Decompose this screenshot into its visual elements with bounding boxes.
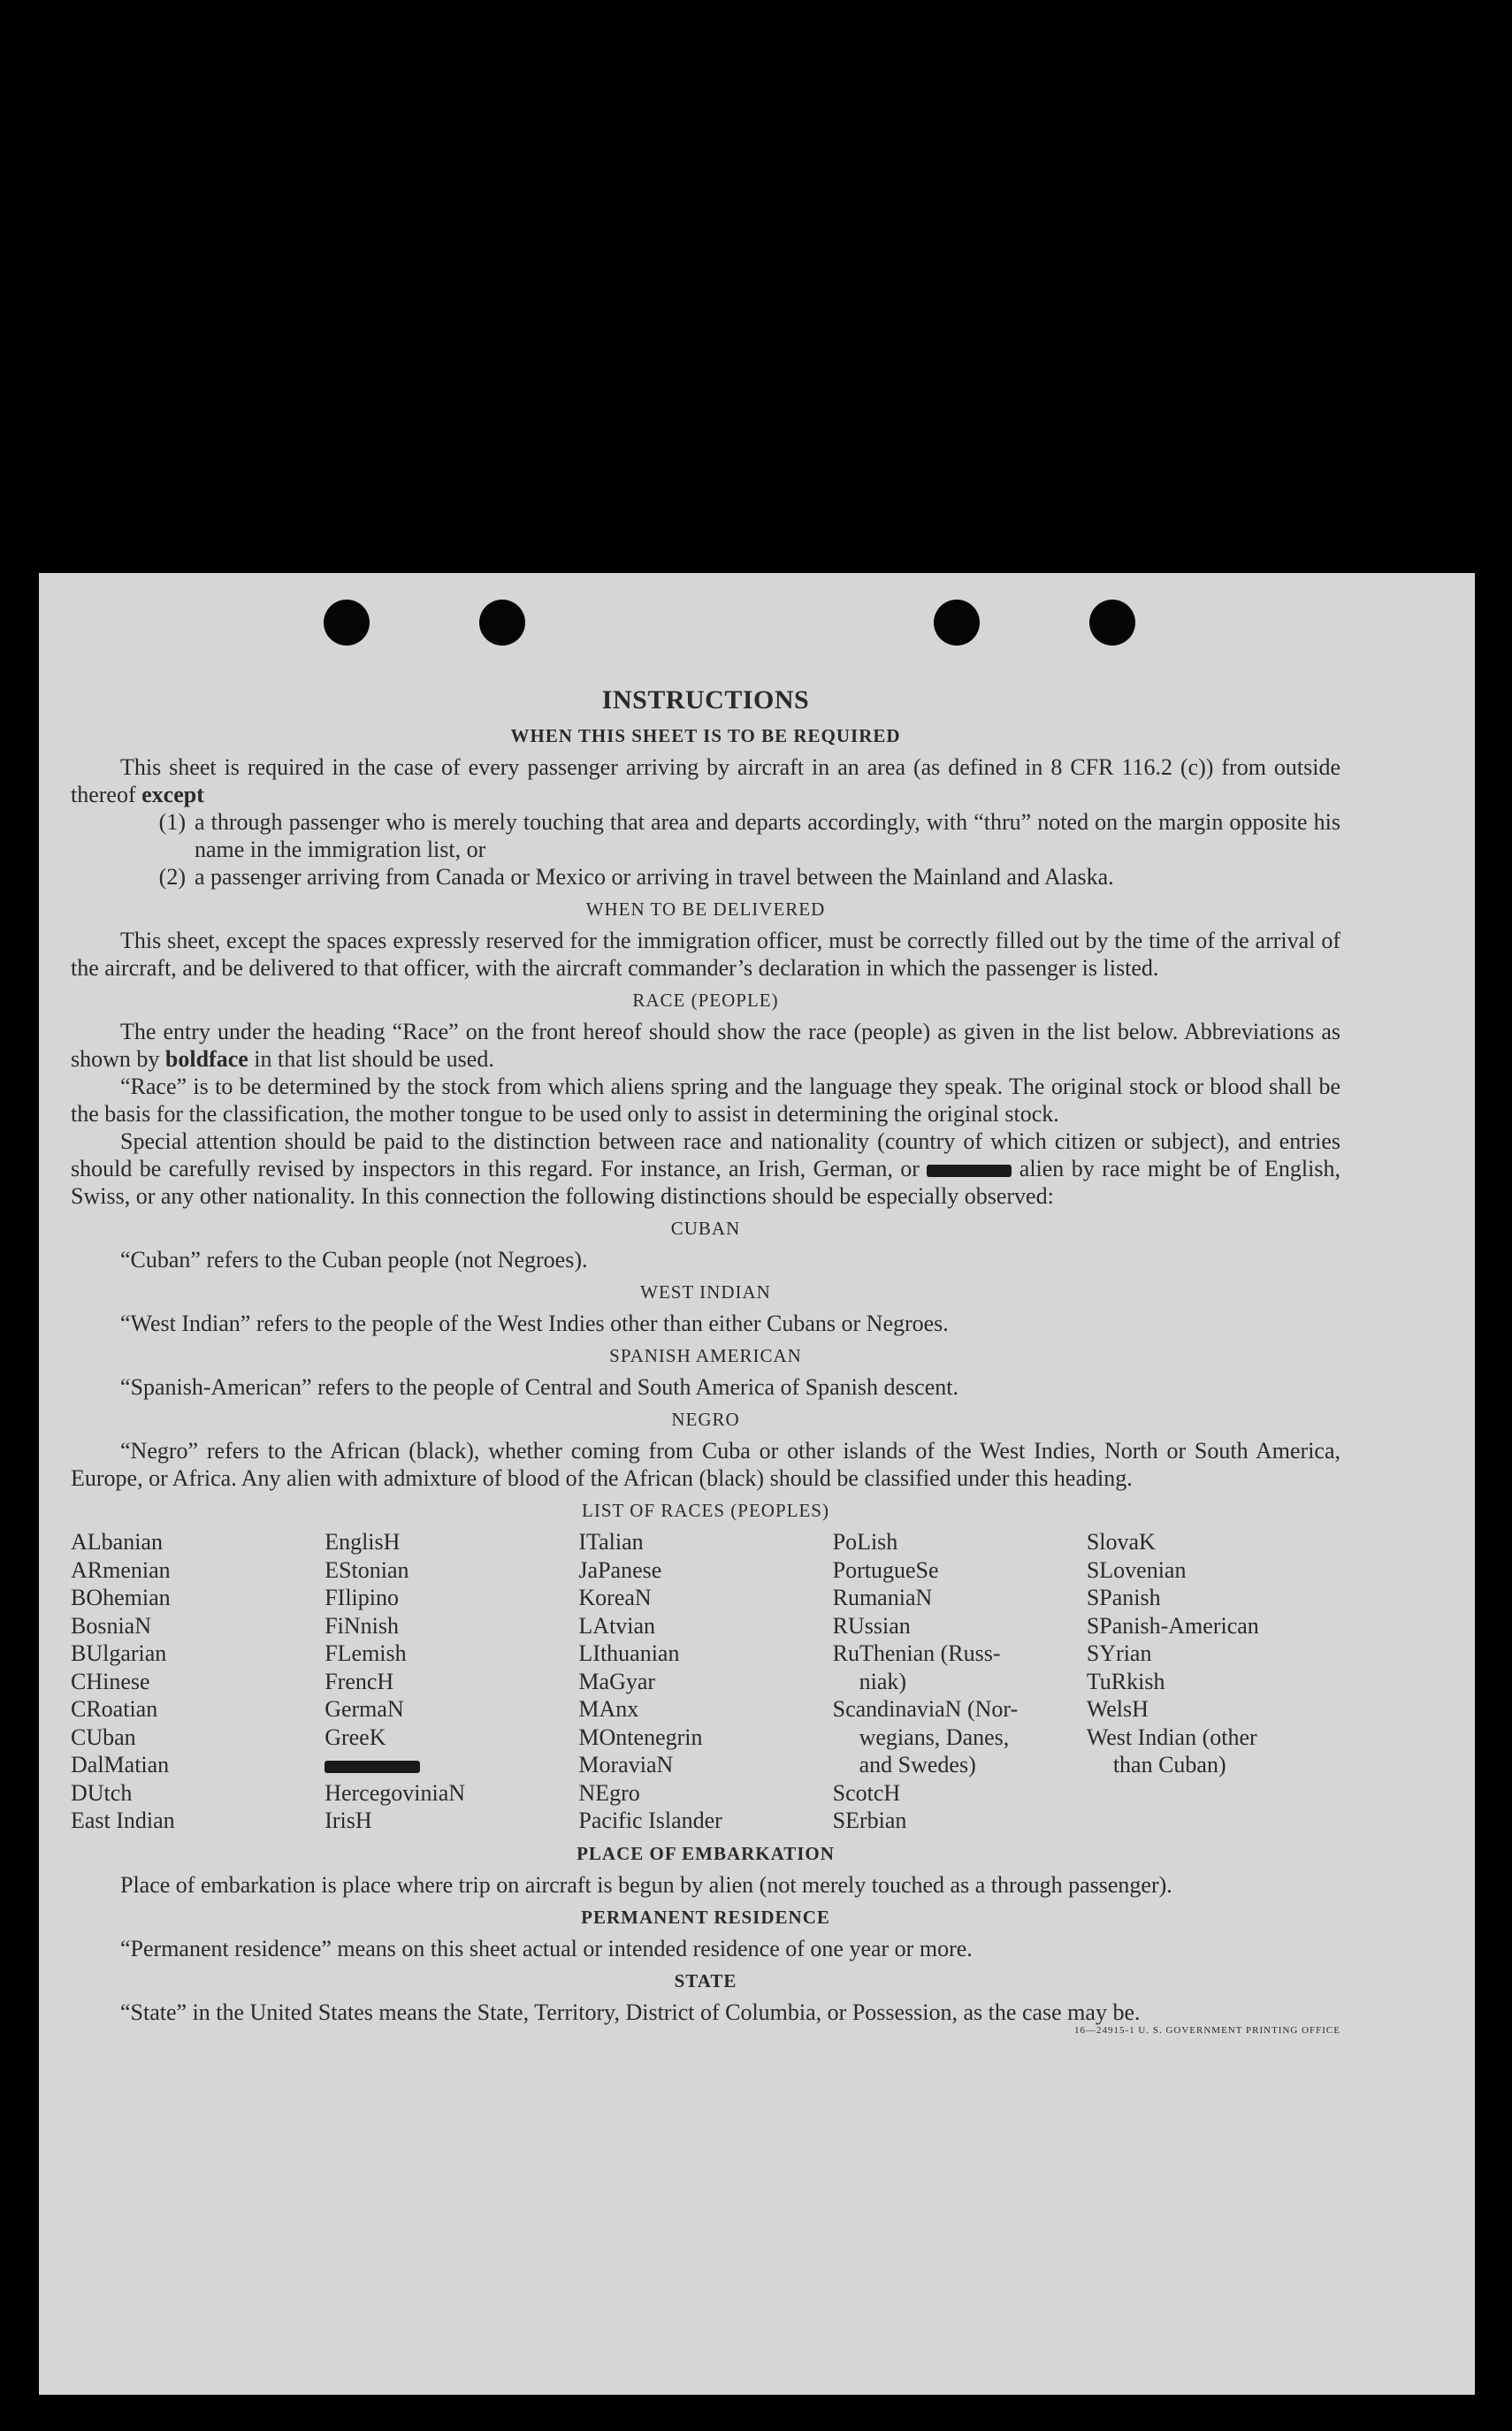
race-item: SPanish-American [1086, 1612, 1259, 1639]
race-item: LIthuanian [578, 1640, 680, 1666]
race-item: DUtch [71, 1779, 133, 1806]
race-item: SPanish [1086, 1585, 1161, 1610]
race-item: JaPanese [578, 1556, 662, 1583]
redaction-mark [927, 1165, 1012, 1177]
race-item: RuThenian (Russ- [832, 1640, 1001, 1666]
paragraph: “West Indian” refers to the people of the West Indies other than either Cubans or Negroes. [120, 1311, 949, 1336]
race-item: KoreaN [578, 1585, 652, 1610]
race-item-continued: and Swedes) [859, 1752, 976, 1777]
race-item: EStonian [325, 1556, 409, 1583]
race-item: MaGyar [578, 1668, 656, 1694]
race-item: BUlgarian [71, 1640, 167, 1666]
race-item: PoLish [832, 1529, 898, 1555]
race-item: IrisH [325, 1808, 372, 1833]
race-item: MAnx [578, 1696, 639, 1722]
item-text: a through passenger who is merely touching that area and departs accordingly, with “thru” noted on the margin opposite his name in the immigration list, or [195, 809, 1340, 862]
race-item-continued: wegians, Danes, [859, 1724, 1010, 1750]
race-item: PortugueSe [832, 1556, 939, 1583]
race-item: CUban [71, 1724, 136, 1750]
item-number: (2) [158, 864, 186, 890]
page-title: INSTRUCTIONS [601, 685, 810, 715]
punch-hole [479, 600, 525, 646]
race-item: GermaN [325, 1696, 404, 1722]
section-heading: WHEN TO BE DELIVERED [585, 898, 826, 920]
race-item: East Indian [71, 1808, 175, 1833]
sheet-content [71, 686, 1340, 2045]
section-heading: WHEN THIS SHEET IS TO BE REQUIRED [510, 725, 901, 746]
section-heading: PLACE OF EMBARKATION [577, 1842, 835, 1864]
race-item: BOhemian [71, 1585, 171, 1610]
text: This sheet is required in the case of every passenger arriving by aircraft in an area (as defined in 8 CFR 116.2 (c)) from outside thereof [71, 754, 1340, 807]
race-item: West Indian (other [1086, 1724, 1257, 1750]
race-item: MoraviaN [578, 1752, 674, 1777]
paragraph [71, 1018, 1340, 1073]
paragraph: “Permanent residence” means on this sheet actual or intended residence of one year or more. [120, 1935, 973, 1961]
race-item: NEgro [578, 1779, 640, 1806]
punch-hole [324, 600, 370, 646]
section-heading: SPANISH AMERICAN [609, 1345, 802, 1366]
print-code: 16—24915-1 U. S. GOVERNMENT PRINTING OFFICE [1073, 2024, 1340, 2036]
list-item [71, 863, 1340, 891]
race-column [325, 1528, 578, 1835]
race-item: FrencH [325, 1668, 394, 1694]
race-item: ScandinaviaN (Nor- [832, 1696, 1019, 1722]
race-column [1087, 1528, 1340, 1835]
race-item: WelsH [1086, 1696, 1149, 1722]
race-item: TuRkish [1086, 1668, 1165, 1694]
race-item: GreeK [325, 1724, 386, 1750]
race-item: ITalian [578, 1529, 644, 1555]
race-item: SYrian [1086, 1640, 1152, 1666]
punch-hole [1089, 600, 1135, 646]
race-item-redacted [325, 1751, 578, 1779]
race-column [833, 1528, 1087, 1835]
section-heading: LIST OF RACES (PEOPLES) [582, 1500, 829, 1521]
race-item: MOntenegrin [578, 1724, 703, 1750]
list-item [71, 808, 1340, 863]
paragraph: “Cuban” refers to the Cuban people (not Negroes). [120, 1247, 588, 1273]
race-item: SErbian [832, 1808, 907, 1833]
text: The entry under the heading “Race” on the front hereof should show the race (people) as given in the list below. Abbreviations as shown by [71, 1019, 1340, 1072]
instruction-sheet [39, 573, 1475, 2395]
race-item: BosniaN [71, 1612, 151, 1639]
race-item: SlovaK [1086, 1529, 1156, 1555]
race-item: HercegoviniaN [325, 1779, 466, 1806]
race-list [71, 1528, 1340, 1835]
section-heading: CUBAN [670, 1218, 741, 1239]
paragraph: “Race” is to be determined by the stock from which aliens spring and the language they speak. The original stock or blood shall be the basis for the classification, the mother tongue to be used only to assist in determining the original stock. [71, 1074, 1340, 1127]
paragraph: “Negro” refers to the African (black), whether coming from Cuba or other islands of the West Indies, North or South America, Europe, or Africa. Any alien with admixture of blood of the African (black) should be classified under this heading. [71, 1438, 1340, 1491]
race-item-continued: niak) [859, 1668, 907, 1694]
paragraph: This sheet, except the spaces expressly reserved for the immigration officer, must be correctly filled out by the time of the arrival of the aircraft, and be delivered to that officer, with the aircraft commander’s declaration in which the passenger is listed. [71, 928, 1340, 981]
race-item: DalMatian [71, 1752, 170, 1777]
race-item: ALbanian [71, 1529, 163, 1555]
paragraph: Place of embarkation is place where trip on aircraft is begun by alien (not merely touched as a through passenger). [120, 1871, 1172, 1898]
race-column [71, 1528, 325, 1835]
section-heading: WEST INDIAN [640, 1281, 771, 1303]
paragraph [71, 1128, 1340, 1210]
item-number: (1) [158, 809, 186, 835]
punch-hole [934, 600, 980, 646]
section-heading: NEGRO [671, 1409, 740, 1430]
item-text: a passenger arriving from Canada or Mexico or arriving in travel between the Mainland and Alaska. [195, 864, 1114, 890]
race-item: RumaniaN [832, 1585, 933, 1610]
paragraph [71, 753, 1340, 808]
race-column [578, 1528, 832, 1835]
bold-text: boldface [164, 1046, 248, 1072]
race-item: ScotcH [832, 1779, 901, 1806]
race-item: CRoatian [71, 1696, 158, 1722]
text: in that list should be used. [248, 1046, 494, 1072]
race-item: SLovenian [1086, 1556, 1187, 1583]
section-heading: PERMANENT RESIDENCE [581, 1906, 830, 1928]
race-item: LAtvian [578, 1612, 656, 1639]
text: alien by race might be of English, Swiss, or any other nationality. In this connection the following distinctions should be especially observed: [71, 1156, 1340, 1209]
redaction-mark [325, 1761, 420, 1773]
race-item: CHinese [71, 1668, 150, 1694]
race-item-continued: than Cuban) [1112, 1752, 1226, 1777]
race-item: FLemish [325, 1640, 407, 1666]
text: Special attention should be paid to the distinction between race and nationality (country of which citizen or subject), and entries should be carefully revised by inspectors in this regard. For instance, an Irish, German, or [71, 1128, 1340, 1181]
race-item: FIlipino [325, 1585, 399, 1610]
race-item: ARmenian [71, 1556, 171, 1583]
section-heading: RACE (PEOPLE) [632, 990, 779, 1011]
paragraph: “Spanish-American” refers to the people of Central and South America of Spanish descent. [120, 1374, 958, 1400]
paragraph: “State” in the United States means the State, Territory, District of Columbia, or Possession, as the case may be. [120, 1999, 1141, 2025]
race-item: FiNnish [325, 1612, 400, 1639]
race-item: Pacific Islander [578, 1808, 722, 1833]
race-item: EnglisH [325, 1529, 401, 1555]
section-heading: STATE [674, 1969, 737, 1991]
bold-text: except [141, 782, 204, 807]
race-item: RUssian [832, 1612, 911, 1639]
